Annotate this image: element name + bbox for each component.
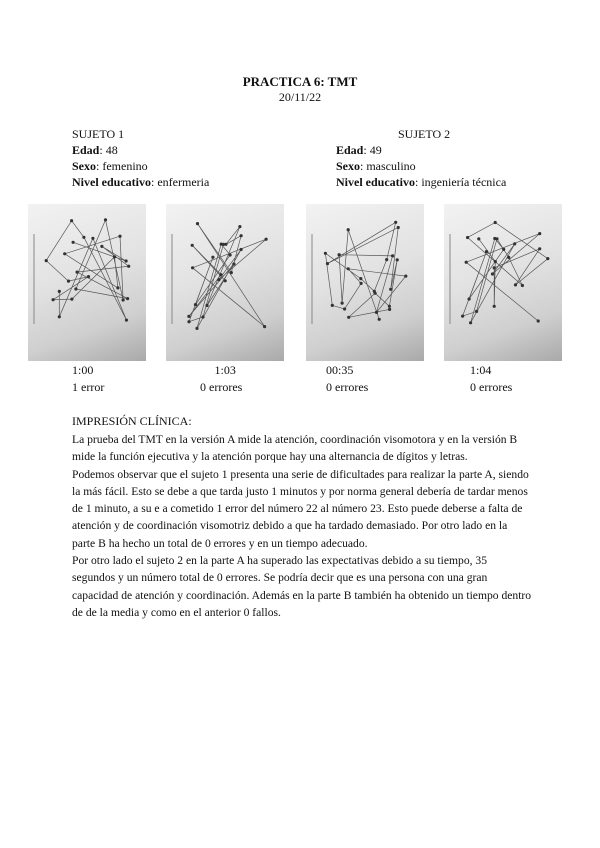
test-dot <box>538 247 541 250</box>
test-dot <box>359 277 362 280</box>
result-4-time: 1:04 <box>470 363 492 377</box>
subject-1-heading: SUJETO 1 <box>72 127 125 141</box>
subject-1-sex-label: Sexo <box>72 159 96 173</box>
test-dot <box>127 265 130 268</box>
impression-heading: IMPRESIÓN CLÍNICA: <box>72 414 192 428</box>
test-dot <box>201 315 204 318</box>
result-2-errors: 0 errores <box>200 380 243 394</box>
pencil-trail <box>46 220 129 320</box>
test-dot <box>485 250 488 253</box>
test-dot <box>187 320 190 323</box>
test-dot <box>70 219 73 222</box>
test-dot <box>222 243 225 246</box>
test-dot <box>76 271 79 274</box>
test-dot <box>229 253 232 256</box>
test-dot <box>495 237 498 240</box>
subject-1-age-value: : 48 <box>99 143 118 157</box>
test-dot <box>491 272 494 275</box>
test-dot <box>113 255 116 258</box>
test-dot <box>195 327 198 330</box>
test-dot <box>191 244 194 247</box>
test-dot <box>538 232 541 235</box>
subject-2-heading: SUJETO 2 <box>398 127 451 141</box>
test-dot <box>116 286 119 289</box>
result-3 <box>326 362 368 396</box>
test-dot <box>388 308 391 311</box>
test-dot <box>232 262 235 265</box>
test-dot <box>331 304 334 307</box>
test-dot <box>263 325 266 328</box>
test-dot <box>240 248 243 251</box>
test-dot <box>125 259 128 262</box>
test-dot <box>494 221 497 224</box>
test-dot <box>217 278 220 281</box>
result-1-time: 1:00 <box>72 363 94 377</box>
test-dot <box>126 297 129 300</box>
test-dot <box>58 315 61 318</box>
result-4 <box>470 362 512 396</box>
impression-paragraph-1: La prueba del TMT en la versión A mide la atención, coordinación visomotora y en la versión B mide la función ejecutiva y la atención porque hay una alternancia de dígitos y letras. <box>72 433 518 464</box>
test-dot <box>100 245 103 248</box>
test-dot <box>394 221 397 224</box>
test-dot <box>104 218 107 221</box>
test-dot <box>343 307 346 310</box>
test-dot <box>521 284 524 287</box>
result-1-errors: 1 error <box>72 380 105 394</box>
test-dot <box>360 282 363 285</box>
test-dot <box>375 311 378 314</box>
test-dot <box>67 280 70 283</box>
subject-2-age-label: Edad <box>336 143 364 157</box>
test-dot <box>87 275 90 278</box>
test-dot <box>466 236 469 239</box>
test-dot <box>58 290 61 293</box>
subject-1-info <box>72 126 209 190</box>
test-dot <box>196 222 199 225</box>
test-dot <box>326 262 329 265</box>
test-dot <box>389 288 392 291</box>
test-dot <box>514 283 517 286</box>
test-dot <box>502 248 505 251</box>
test-dot <box>265 238 268 241</box>
test-dot <box>125 319 128 322</box>
test-dot <box>469 321 472 324</box>
subject-2-edu-label: Nivel educativo <box>336 175 415 189</box>
impression-body <box>72 431 532 621</box>
pencil-trail <box>325 222 405 319</box>
test-dot <box>205 304 208 307</box>
test-sheet-photo-2 <box>166 204 284 361</box>
test-dot <box>468 297 471 300</box>
test-dot <box>70 298 73 301</box>
result-2 <box>200 362 242 396</box>
test-dot <box>493 266 496 269</box>
test-dot <box>388 305 391 308</box>
test-dot <box>72 241 75 244</box>
subject-2-age-value: : 49 <box>363 143 382 157</box>
test-dot <box>347 228 350 231</box>
test-dot <box>341 302 344 305</box>
test-dot <box>396 258 399 261</box>
test-dot <box>230 271 233 274</box>
test-dot <box>324 252 327 255</box>
test-dot <box>347 316 350 319</box>
test-dot <box>240 234 243 237</box>
result-3-errors: 0 errores <box>326 380 369 394</box>
test-dot <box>513 242 516 245</box>
subject-1-edu-value: : enfermeria <box>151 175 210 189</box>
subject-2-edu-value: : ingeniería técnica <box>415 175 507 189</box>
subject-1-edu-label: Nivel educativo <box>72 175 151 189</box>
test-dot <box>91 237 94 240</box>
subject-2-info <box>336 126 506 190</box>
test-dot <box>338 253 341 256</box>
test-dot <box>493 305 496 308</box>
test-dot <box>347 267 350 270</box>
test-dot <box>187 315 190 318</box>
test-dot <box>507 256 510 259</box>
test-dot <box>397 226 400 229</box>
test-dot <box>191 266 194 269</box>
test-dot <box>45 259 48 262</box>
test-dot <box>118 235 121 238</box>
test-dot <box>546 257 549 260</box>
test-dot <box>238 225 241 228</box>
subject-2-sex-label: Sexo <box>336 159 360 173</box>
subject-1-age-label: Edad <box>72 143 100 157</box>
test-dot <box>211 256 214 259</box>
subject-1-sex-value: : femenino <box>96 159 148 173</box>
test-dot <box>404 275 407 278</box>
subject-2-sex-value: : masculino <box>360 159 416 173</box>
test-dot <box>224 279 227 282</box>
result-3-time: 00:35 <box>326 363 354 377</box>
result-1 <box>72 362 104 396</box>
page-date: 20/11/22 <box>278 90 322 104</box>
page-title: PRACTICA 6: TMT <box>242 74 358 89</box>
pencil-trail <box>189 224 266 329</box>
test-dot <box>385 258 388 261</box>
test-dot <box>82 236 85 239</box>
test-dot <box>461 315 464 318</box>
test-dot <box>122 298 125 301</box>
test-dot <box>374 292 377 295</box>
impression-paragraph-3: Por otro lado el sujeto 2 en la parte A ha superado las expectativas debido a su tiempo, 35 segundos y un número total de 0 errores. Se podría decir que es una persona con una gran capacidad de atención y coordinación. Además en la parte B también ha obtenido un tiempo dentro de de la media y como en el anterior 0 fallos. <box>72 554 532 619</box>
test-dot <box>391 254 394 257</box>
test-dot <box>537 319 540 322</box>
test-sheet-photo-1 <box>28 204 146 361</box>
test-dot <box>475 310 478 313</box>
test-dot <box>74 287 77 290</box>
test-dot <box>52 298 55 301</box>
test-dot <box>194 303 197 306</box>
test-sheet-photo-4 <box>444 204 562 361</box>
result-4-errors: 0 errores <box>470 380 513 394</box>
test-sheet-photo-3 <box>306 204 424 361</box>
test-dot <box>63 252 66 255</box>
test-dot <box>465 261 468 264</box>
result-2-time: 1:03 <box>214 363 236 377</box>
pencil-trail <box>463 223 548 323</box>
test-dot <box>477 237 480 240</box>
test-dot <box>378 318 381 321</box>
impression-paragraph-2: Podemos observar que el sujeto 1 presenta una serie de dificultades para realizar la parte A, siendo la más fácil. Esto se debe a que tarda justo 1 minutos y por norma general debería de tardar menos de 1 minuto, a su e a cometido 1 error del número 22 al número 23. Esto puede deberse a falta de atención y de coordinación visomotriz debido a que ha tardado demasiado. Por otro lado en la parte B ha hecho un total de 0 errores y en un tiempo adecuado. <box>72 467 529 550</box>
test-dot <box>219 273 222 276</box>
test-dot <box>494 260 497 263</box>
